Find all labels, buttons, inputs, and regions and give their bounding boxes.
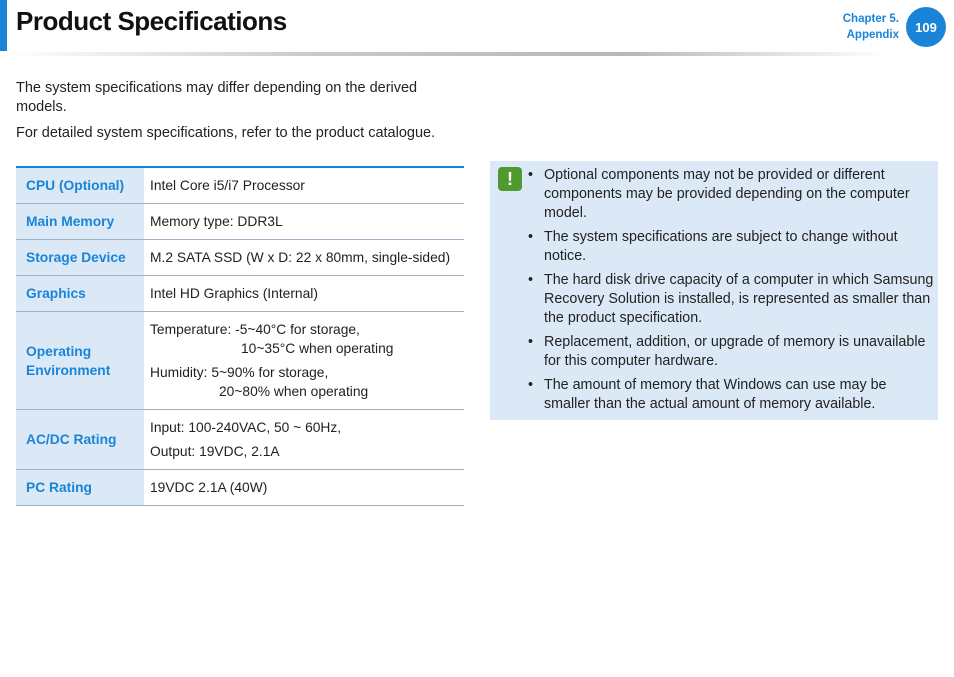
bullet-icon: • [528,334,534,350]
specifications-table [16,166,464,506]
list-item [528,271,934,328]
table-row-pc [16,470,464,506]
temperature-storage: Temperature: -5~40°C for storage, [150,322,360,337]
spec-label-storage: Storage Device [16,240,144,276]
spec-value-acdc [144,410,464,470]
table-row-graphics [16,276,464,312]
spec-value-graphics: Intel HD Graphics (Internal) [144,276,464,312]
note-text: The amount of memory that Windows can use may be smaller than the actual amount of memory available. [544,377,887,412]
table-row-storage [16,240,464,276]
intro-paragraph-2: For detailed system specifications, refer to the product catalogue. [16,125,436,141]
spec-label-environment-line-1: Operating [26,343,92,359]
list-item [528,228,934,266]
bullet-icon: • [528,272,534,288]
bullet-icon: • [528,377,534,393]
page-title: Product Specifications [16,6,287,36]
note-text: Optional components may not be provided or different components may be provided depending on the computer model. [544,167,910,221]
exclamation-icon: ! [498,167,522,191]
acdc-output: Output: 19VDC, 2.1A [150,444,280,459]
temperature-operating: 10~35°C when operating [241,341,394,356]
note-text: The system specifications are subject to change without notice. [544,229,898,264]
spec-value-environment [144,312,464,410]
humidity-storage: Humidity: 5~90% for storage, [150,365,329,380]
chapter-name: Appendix [846,29,899,41]
humidity-spec [150,363,458,401]
list-item [528,166,934,223]
table-row-acdc [16,410,464,470]
header-accent-bar [0,0,7,51]
spec-label-environment-line-2: Environment [26,362,111,378]
table-row-cpu [16,167,464,204]
temperature-spec [150,320,458,358]
chapter-number: Chapter 5. [842,13,899,25]
humidity-operating: 20~80% when operating [219,384,369,399]
page-number-badge: 109 [906,7,946,47]
table-row-environment [16,312,464,410]
chapter-label [843,11,899,43]
intro-text [16,79,466,150]
bullet-icon: • [528,167,534,183]
spec-value-cpu: Intel Core i5/i7 Processor [144,167,464,204]
spec-label-memory: Main Memory [16,204,144,240]
list-item [528,376,934,414]
spec-value-pc: 19VDC 2.1A (40W) [144,470,464,506]
note-list [528,166,934,419]
header-divider [7,52,887,56]
spec-label-pc: PC Rating [16,470,144,506]
note-text: Replacement, addition, or upgrade of memory is unavailable for this computer hardware. [544,334,926,369]
bullet-icon: • [528,229,534,245]
note-box [490,161,938,420]
spec-label-environment [16,312,144,410]
spec-label-cpu: CPU (Optional) [16,167,144,204]
spec-label-graphics: Graphics [16,276,144,312]
intro-paragraph-1: The system specifications may differ depending on the derived models. [16,80,418,115]
note-text: The hard disk drive capacity of a computer in which Samsung Recovery Solution is installed, is represented as smaller than the product specification. [544,272,934,326]
spec-value-memory: Memory type: DDR3L [144,204,464,240]
table-row-memory [16,204,464,240]
spec-label-acdc: AC/DC Rating [16,410,144,470]
list-item [528,333,934,371]
acdc-input: Input: 100-240VAC, 50 ~ 60Hz, [150,420,342,435]
spec-value-storage: M.2 SATA SSD (W x D: 22 x 80mm, single-sided) [144,240,464,276]
